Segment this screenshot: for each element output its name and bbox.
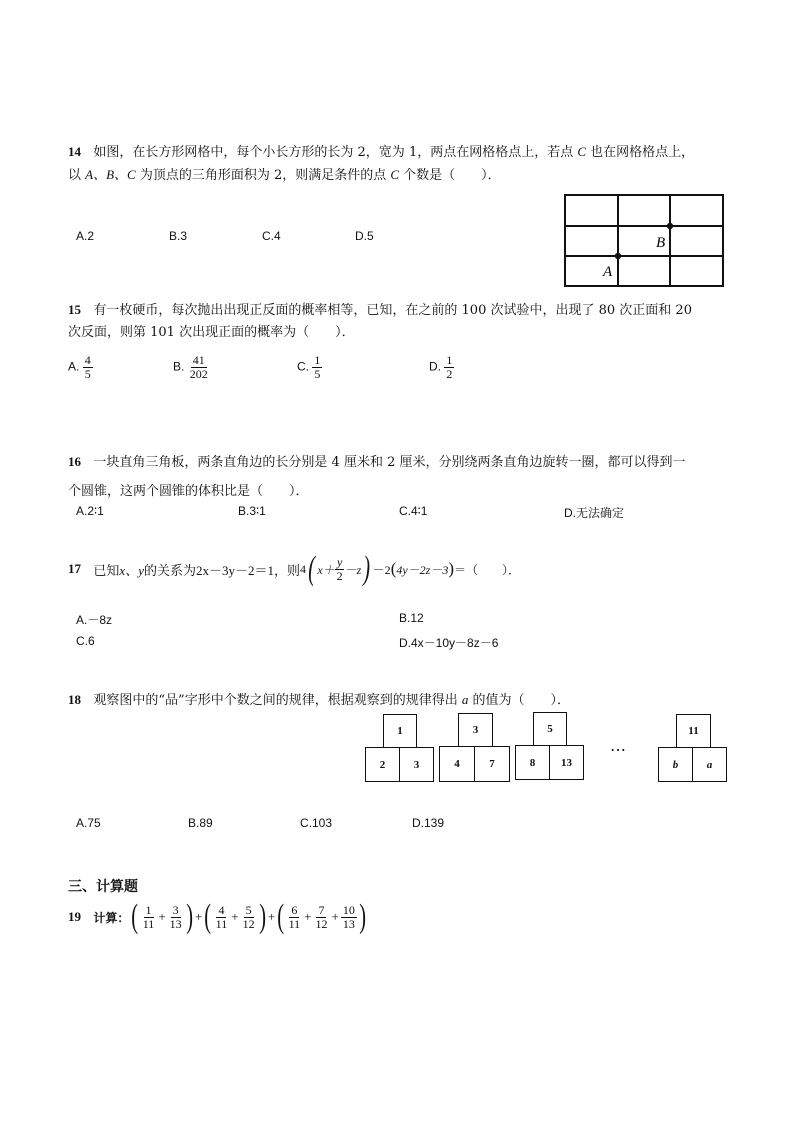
- q18-fig4-left: b: [658, 747, 693, 782]
- q18-fig3-top: 5: [533, 712, 567, 746]
- q18-fig2-top: 3: [458, 713, 493, 747]
- q17-vars: x、y: [119, 562, 144, 578]
- q18-line: [68, 689, 570, 708]
- q17-equation: 2x－3y－2＝1: [195, 562, 274, 578]
- q15-option-label: A.: [68, 359, 80, 374]
- q14-label-a: A: [603, 264, 613, 280]
- q18-option-c[interactable]: C.103: [300, 816, 333, 830]
- q15-option-label: C.: [297, 359, 309, 374]
- q17-number: 17: [68, 561, 81, 576]
- q16-line1: [68, 451, 685, 470]
- q15-fraction: $\frac{4}{5}$: [84, 353, 91, 381]
- q18-number: 18: [68, 692, 81, 707]
- q18-option-a[interactable]: A.75: [76, 816, 101, 830]
- q14-line2: [68, 164, 501, 183]
- q15-number: 15: [68, 302, 81, 317]
- q18-fig4-right: a: [692, 747, 727, 782]
- q17-option-c[interactable]: C.6: [76, 634, 95, 648]
- q18-text: 的值为（ ）．: [468, 693, 570, 708]
- q16-option-d[interactable]: D.无法确定: [564, 506, 625, 520]
- q14-text: 也在网格格点上，: [586, 145, 695, 160]
- q14-text: 如图，在长方形网格中，每个小长方形的长为 2，宽为 1，两点在网格格点上，若点: [93, 145, 578, 160]
- q17-text: ，则: [274, 563, 301, 579]
- q16-option-a[interactable]: A.2∶1: [76, 504, 104, 518]
- q17-expression: 4 ( x＋ $\frac{y}{2}$ －z ) －2 ( 4y－2z－3 ) ＝（ ）．: [300, 550, 521, 587]
- q18-option-d[interactable]: D.139: [412, 816, 445, 830]
- q14-point-a: [615, 253, 621, 259]
- q14-grid-figure: [560, 190, 730, 290]
- q14-text: 以: [68, 168, 86, 183]
- q16-option-b[interactable]: B.3∶1: [238, 504, 266, 518]
- q19-label: 计算：: [93, 910, 130, 925]
- q19-line: [68, 896, 368, 938]
- q18-text: 观察图中的“品”字形中个数之间的规律，根据观察到的规律得出: [93, 693, 462, 708]
- q18-fig1-left: 2: [365, 747, 400, 782]
- q19-number: 19: [68, 909, 81, 924]
- q16-number: 16: [68, 454, 81, 469]
- q18-fig1-right: 3: [399, 747, 434, 782]
- section-title: 三、计算题: [68, 879, 138, 895]
- q14-option-d[interactable]: D.5: [355, 229, 374, 243]
- q14-point-b: [667, 223, 673, 229]
- q15-option-c[interactable]: [297, 354, 322, 381]
- q18-fig3-right: 13: [549, 745, 584, 780]
- q15-text: 有一枚硬币，每次抛出出现正反面的概率相等，已知，在之前的 100 次试验中，出现了 80 次正面和 20: [93, 303, 692, 318]
- q18-fig2-left: 4: [439, 746, 475, 782]
- q18-fig1-top: 1: [383, 714, 417, 748]
- q15-line2: 次反面，则第 101 次出现正面的概率为（ ）．: [68, 325, 355, 340]
- q17-text: 已知: [93, 563, 120, 579]
- q17-option-b[interactable]: B.12: [399, 611, 424, 625]
- q15-fraction: $\frac{1}{5}$: [314, 353, 321, 381]
- q15-fraction: $\frac{1}{2}$: [446, 353, 453, 381]
- q14-label-b: B: [656, 235, 666, 251]
- q14-text: 为顶点的三角形面积为 2，则满足条件的点: [135, 168, 391, 183]
- q14-vars: A、B、C: [85, 167, 136, 182]
- q14-number: 14: [68, 144, 81, 159]
- q17-text: 的关系为: [143, 563, 196, 579]
- q18-fig4-top: 11: [676, 714, 711, 748]
- q14-option-a[interactable]: A.2: [76, 229, 95, 243]
- q18-fig2-right: 7: [474, 746, 510, 782]
- q15-option-a[interactable]: [68, 354, 93, 381]
- q16-line2: 个圆锥，这两个圆锥的体积比是（ ）．: [68, 484, 309, 499]
- q18-var-a: a: [461, 692, 469, 707]
- q14-text: 个数是（ ）．: [399, 168, 501, 183]
- q17-option-d[interactable]: D.4x－10y－8z－6: [399, 636, 499, 650]
- q18-option-b[interactable]: B.89: [188, 816, 213, 830]
- q15-line1: [68, 299, 692, 318]
- q15-option-label: B.: [173, 359, 185, 374]
- q14-option-c[interactable]: C.4: [262, 229, 281, 243]
- q16-text: 一块直角三角板，两条直角边的长分别是 4 厘米和 2 厘米，分别绕两条直角边旋转一圈，都可以得到一: [93, 455, 686, 470]
- q18-ellipsis: …: [610, 736, 626, 755]
- q15-option-b[interactable]: [173, 354, 210, 381]
- q15-option-d[interactable]: [429, 354, 454, 381]
- q16-option-c[interactable]: C.4∶1: [399, 504, 428, 518]
- q14-line1: [68, 141, 694, 160]
- q14-var-c: C: [390, 167, 400, 182]
- q14-var-c: C: [577, 144, 587, 159]
- q19-expression: ( $\frac{1}{11}$ + $\frac{3}{13}$ ) + ( $\frac{4}{11}$ + $\frac{5}{12}$ ) + ( $\frac{6}{11}$ + $\frac{7}{12}$ + $\frac{10}{13}$ ): [131, 898, 366, 935]
- q17-line: [68, 549, 520, 589]
- q14-option-b[interactable]: B.3: [169, 229, 188, 243]
- q17-option-a[interactable]: A.－8z: [76, 613, 113, 627]
- q18-fig3-left: 8: [515, 745, 550, 780]
- q15-fraction: $\frac{41}{202}$: [189, 353, 208, 381]
- q15-option-label: D.: [429, 359, 441, 374]
